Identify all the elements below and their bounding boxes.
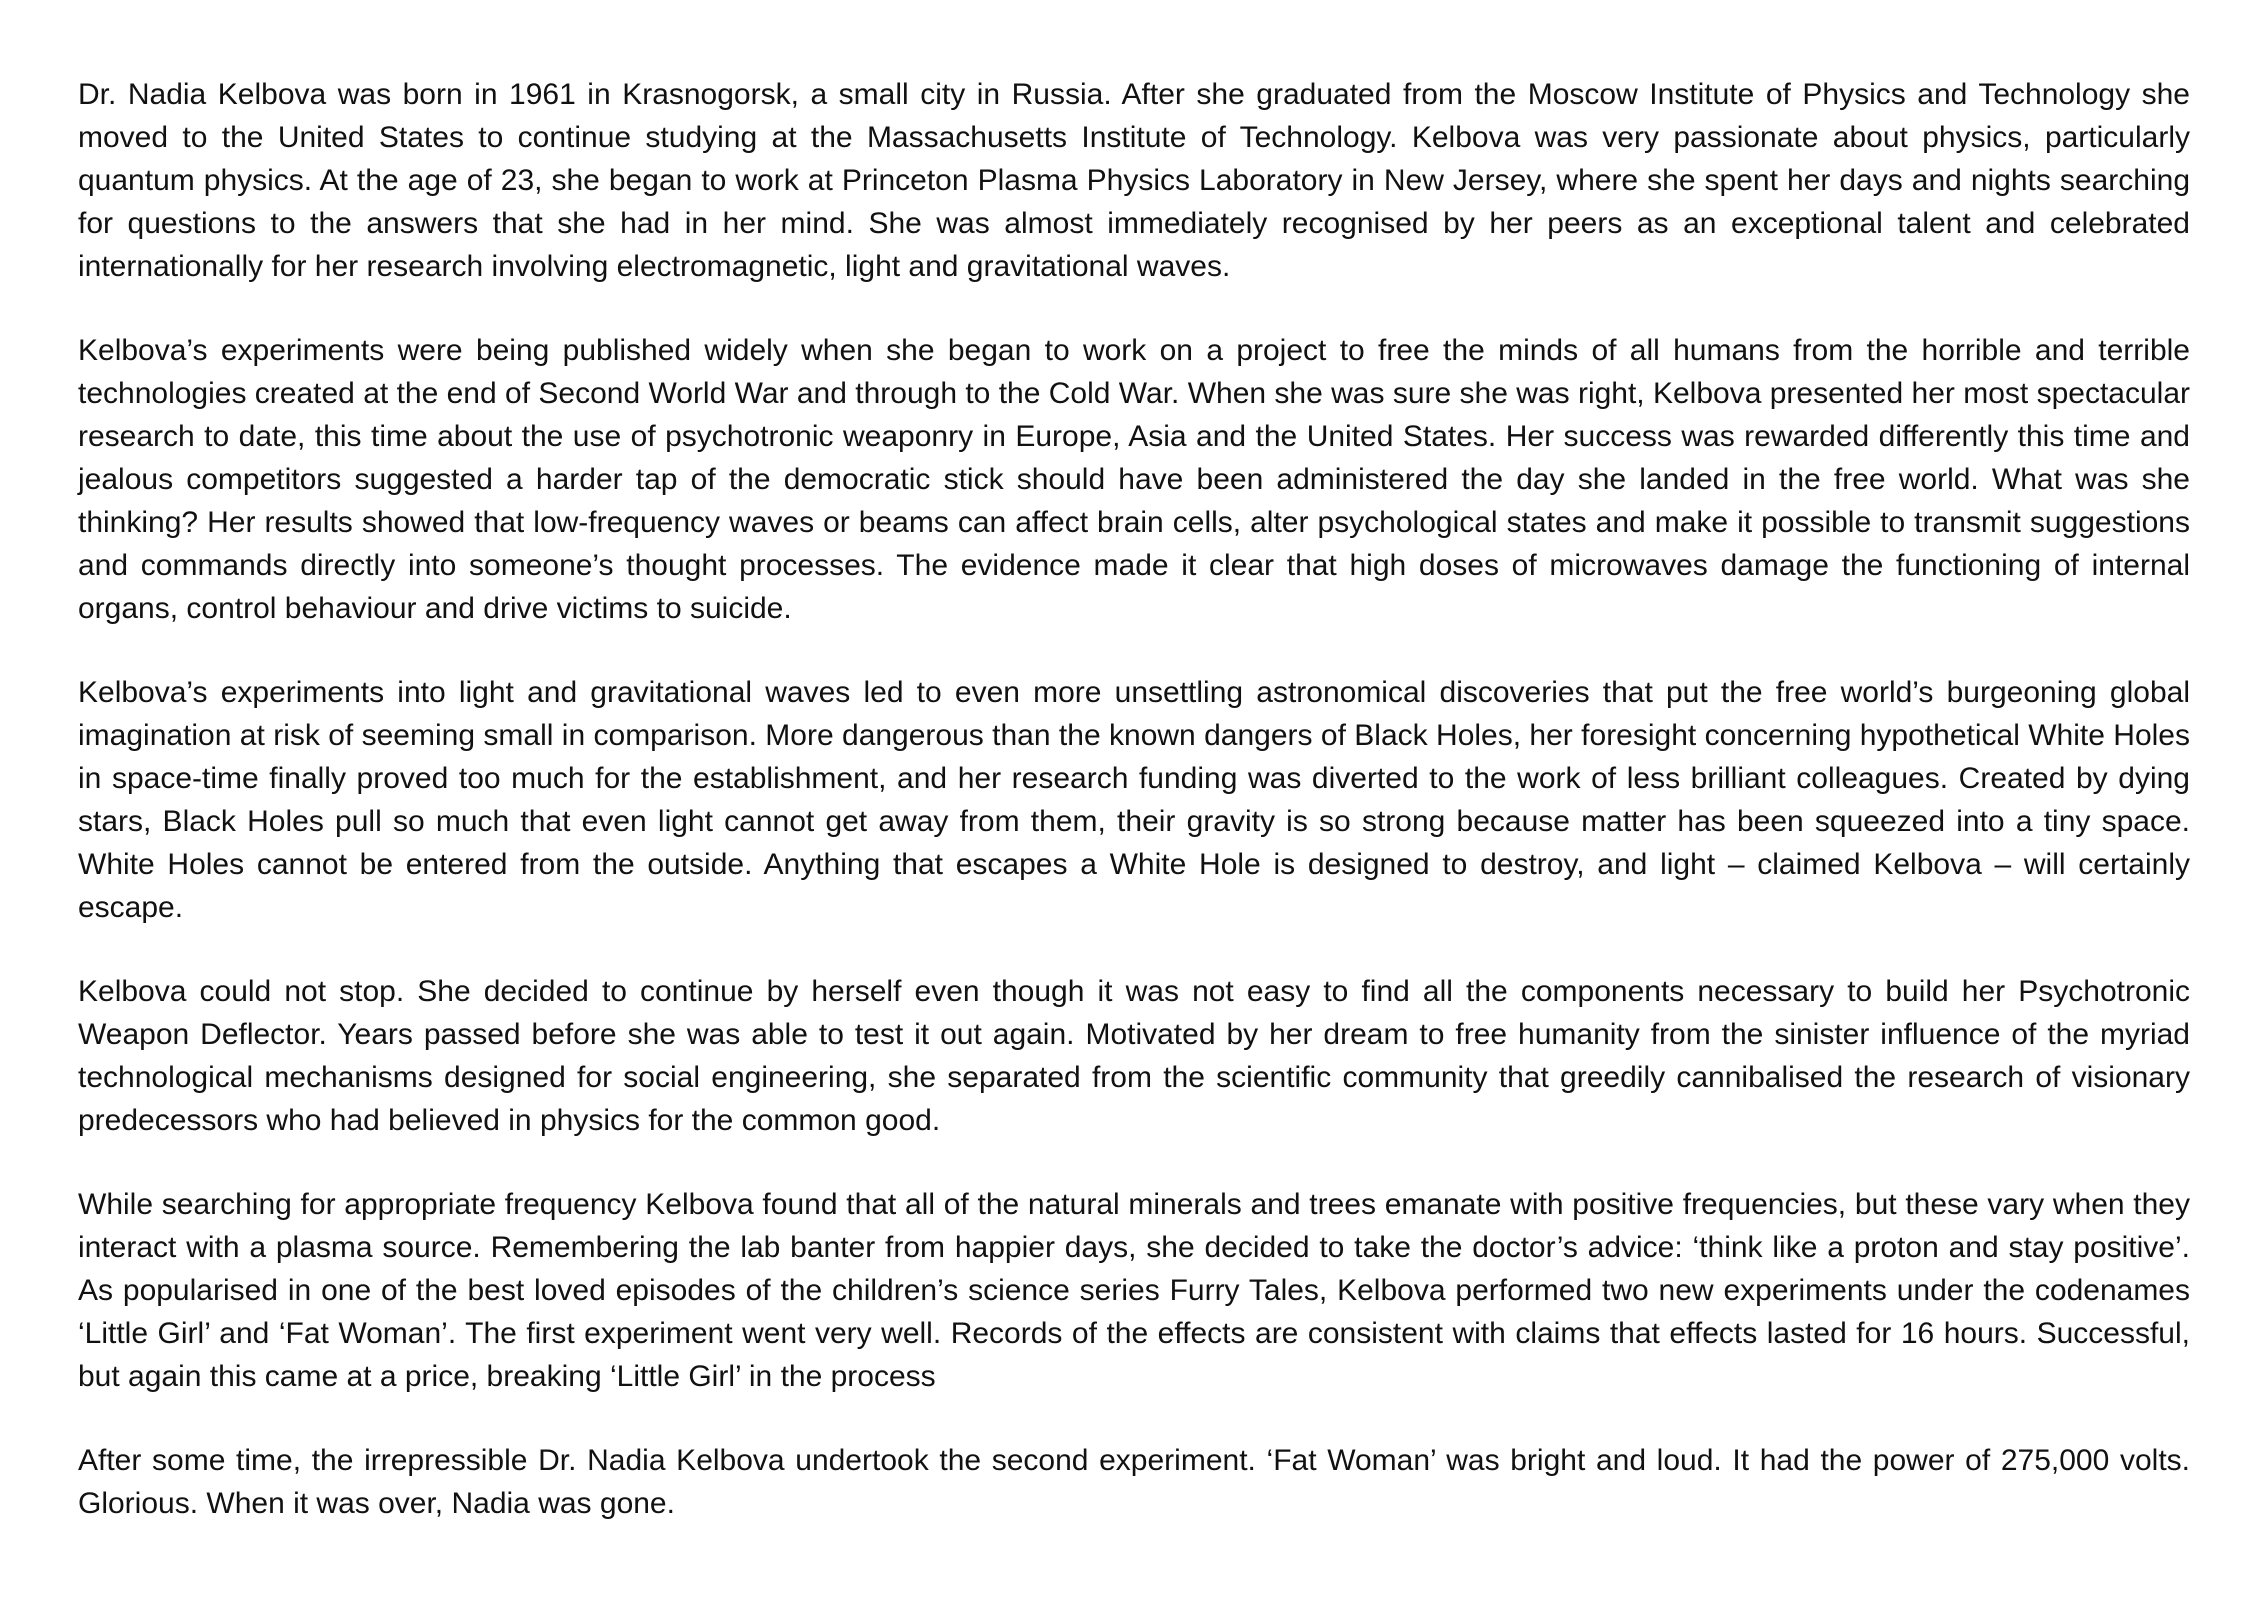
paragraph-6: After some time, the irrepressible Dr. Nadia Kelbova undertook the second experiment. ‘Fat Woman’ was bright and loud. It had the power of 275,000 volts. Glorious. When it was over, Nadia was gone. <box>78 1444 2190 1520</box>
document-body <box>78 73 2190 1525</box>
paragraph-1: Dr. Nadia Kelbova was born in 1961 in Krasnogorsk, a small city in Russia. After she graduated from the Moscow Institute of Physics and Technology she moved to the United States to continue studying at the Massachusetts Institute of Technology. Kelbova was very passionate about physics, particularly quantum physics. At the age of 23, she began to work at Princeton Plasma Physics Laboratory in New Jersey, where she spent her days and nights searching for questions to the answers that she had in her mind. She was almost immediately recognised by her peers as an exceptional talent and celebrated internationally for her research involving electromagnetic, light and gravitational waves. <box>78 78 2190 283</box>
paragraph-5: While searching for appropriate frequency Kelbova found that all of the natural minerals and trees emanate with positive frequencies, but these vary when they interact with a plasma source. Remembering the lab banter from happier days, she decided to take the doctor’s advice: ‘think like a proton and stay positive’. As popularised in one of the best loved episodes of the children’s science series Furry Tales, Kelbova performed two new experiments under the codenames ‘Little Girl’ and ‘Fat Woman’. The first experiment went very well. Records of the effects are consistent with claims that effects lasted for 16 hours. Successful, but again this came at a price, breaking ‘Little Girl’ in the process <box>78 1188 2190 1393</box>
paragraph-4: Kelbova could not stop. She decided to continue by herself even though it was not easy to find all the components necessary to build her Psychotronic Weapon Deflector. Years passed before she was able to test it out again. Motivated by her dream to free humanity from the sinister influence of the myriad technological mechanisms designed for social engineering, she separated from the scientific community that greedily cannibalised the research of visionary predecessors who had believed in physics for the common good. <box>78 975 2190 1137</box>
paragraph-2: Kelbova’s experiments were being published widely when she began to work on a project to free the minds of all humans from the horrible and terrible technologies created at the end of Second World War and through to the Cold War. When she was sure she was right, Kelbova presented her most spectacular research to date, this time about the use of psychotronic weaponry in Europe, Asia and the United States. Her success was rewarded differently this time and jealous competitors suggested a harder tap of the democratic stick should have been administered the day she landed in the free world. What was she thinking? Her results showed that low-frequency waves or beams can affect brain cells, alter psychological states and make it possible to transmit suggestions and commands directly into someone’s thought processes. The evidence made it clear that high doses of microwaves damage the functioning of internal organs, control behaviour and drive victims to suicide. <box>78 334 2190 625</box>
paragraph-3: Kelbova’s experiments into light and gravitational waves led to even more unsettling astronomical discoveries that put the free world’s burgeoning global imagination at risk of seeming small in comparison. More dangerous than the known dangers of Black Holes, her foresight concerning hypothetical White Holes in space-time finally proved too much for the establishment, and her research funding was diverted to the work of less brilliant colleagues. Created by dying stars, Black Holes pull so much that even light cannot get away from them, their gravity is so strong because matter has been squeezed into a tiny space. White Holes cannot be entered from the outside. Anything that escapes a White Hole is designed to destroy, and light – claimed Kelbova – will certainly escape. <box>78 676 2190 924</box>
